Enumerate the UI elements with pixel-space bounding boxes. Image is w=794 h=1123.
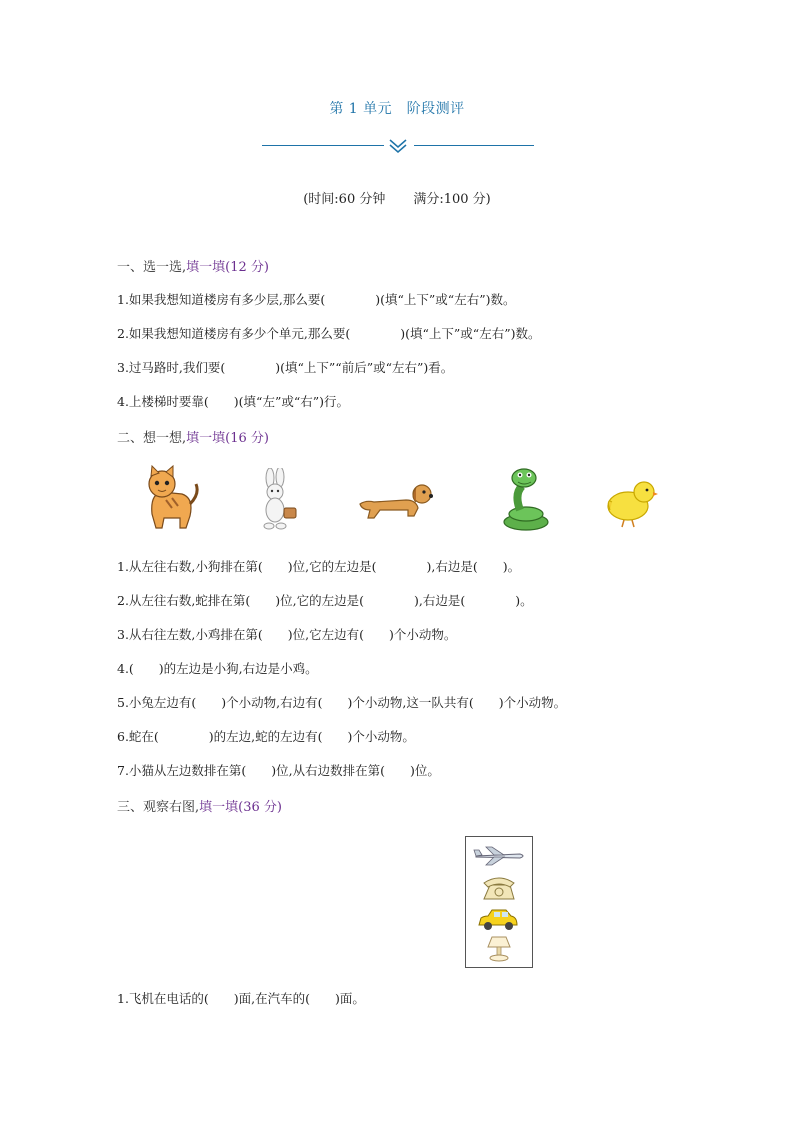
stacked-objects-figure — [465, 836, 533, 968]
rabbit-icon — [256, 468, 302, 532]
s1-question-1: 1.如果我想知道楼房有多少层,那么要( )(填“上下”或“左右”)数。 — [117, 292, 516, 307]
s2-question-4: 4.( )的左边是小狗,右边是小鸡。 — [117, 661, 318, 676]
airplane-icon — [472, 845, 526, 867]
full-score: 满分:100 分) — [413, 192, 491, 207]
s1-question-4: 4.上楼梯时要靠( )(填“左”或“右”)行。 — [117, 394, 349, 409]
dog-icon — [356, 482, 434, 522]
s1-question-3: 3.过马路时,我们要( )(填“上下”“前后”或“左右”)看。 — [117, 360, 454, 375]
title-divider — [0, 138, 794, 154]
s2-question-2: 2.从左往右数,蛇排在第( )位,它的左边是( ),右边是( )。 — [117, 593, 533, 608]
exam-info — [0, 188, 794, 207]
section-2-points: (16 分) — [225, 431, 269, 446]
telephone-icon — [480, 873, 518, 901]
s1-question-2: 2.如果我想知道楼房有多少个单元,那么要( )(填“上下”或“左右”)数。 — [117, 326, 541, 341]
s2-question-5: 5.小兔左边有( )个小动物,右边有( )个小动物,这一队共有( )个小动物。 — [117, 695, 567, 710]
section-1-prefix: 一、选一选, — [117, 260, 187, 275]
double-chevron-down-icon — [387, 138, 409, 154]
section-2-accent: 填一填 — [186, 431, 226, 446]
section-3-prefix: 三、观察右图, — [117, 800, 200, 815]
animal-row — [0, 464, 794, 534]
s2-question-3: 3.从右往左数,小鸡排在第( )位,它左边有( )个小动物。 — [117, 627, 457, 642]
s2-question-6: 6.蛇在( )的左边,蛇的左边有( )个小动物。 — [117, 729, 415, 744]
divider-line-left — [262, 145, 384, 146]
car-icon — [476, 907, 520, 933]
section-2-prefix: 二、想一想, — [117, 431, 187, 446]
section-3-points: (36 分) — [238, 800, 282, 815]
s2-question-1: 1.从左往右数,小狗排在第( )位,它的左边是( ),右边是( )。 — [117, 559, 521, 574]
divider-line-right — [414, 145, 534, 146]
page-title: 第 1 单元 阶段测评 — [329, 101, 465, 117]
time-limit: (时间:60 分钟 — [303, 192, 386, 207]
snake-icon — [500, 464, 552, 532]
s3-question-1: 1.飞机在电话的( )面,在汽车的( )面。 — [117, 991, 365, 1006]
section-3-accent: 填一填 — [199, 800, 239, 815]
section-2-heading — [117, 427, 269, 446]
section-1-accent: 填一填 — [186, 260, 226, 275]
s2-question-7: 7.小猫从左边数排在第( )位,从右边数排在第( )位。 — [117, 763, 440, 778]
cat-icon — [142, 464, 200, 532]
lamp-icon — [486, 935, 512, 963]
section-3-heading — [117, 796, 282, 815]
section-1-heading — [117, 256, 269, 275]
chick-icon — [604, 480, 658, 528]
section-1-points: (12 分) — [225, 260, 269, 275]
